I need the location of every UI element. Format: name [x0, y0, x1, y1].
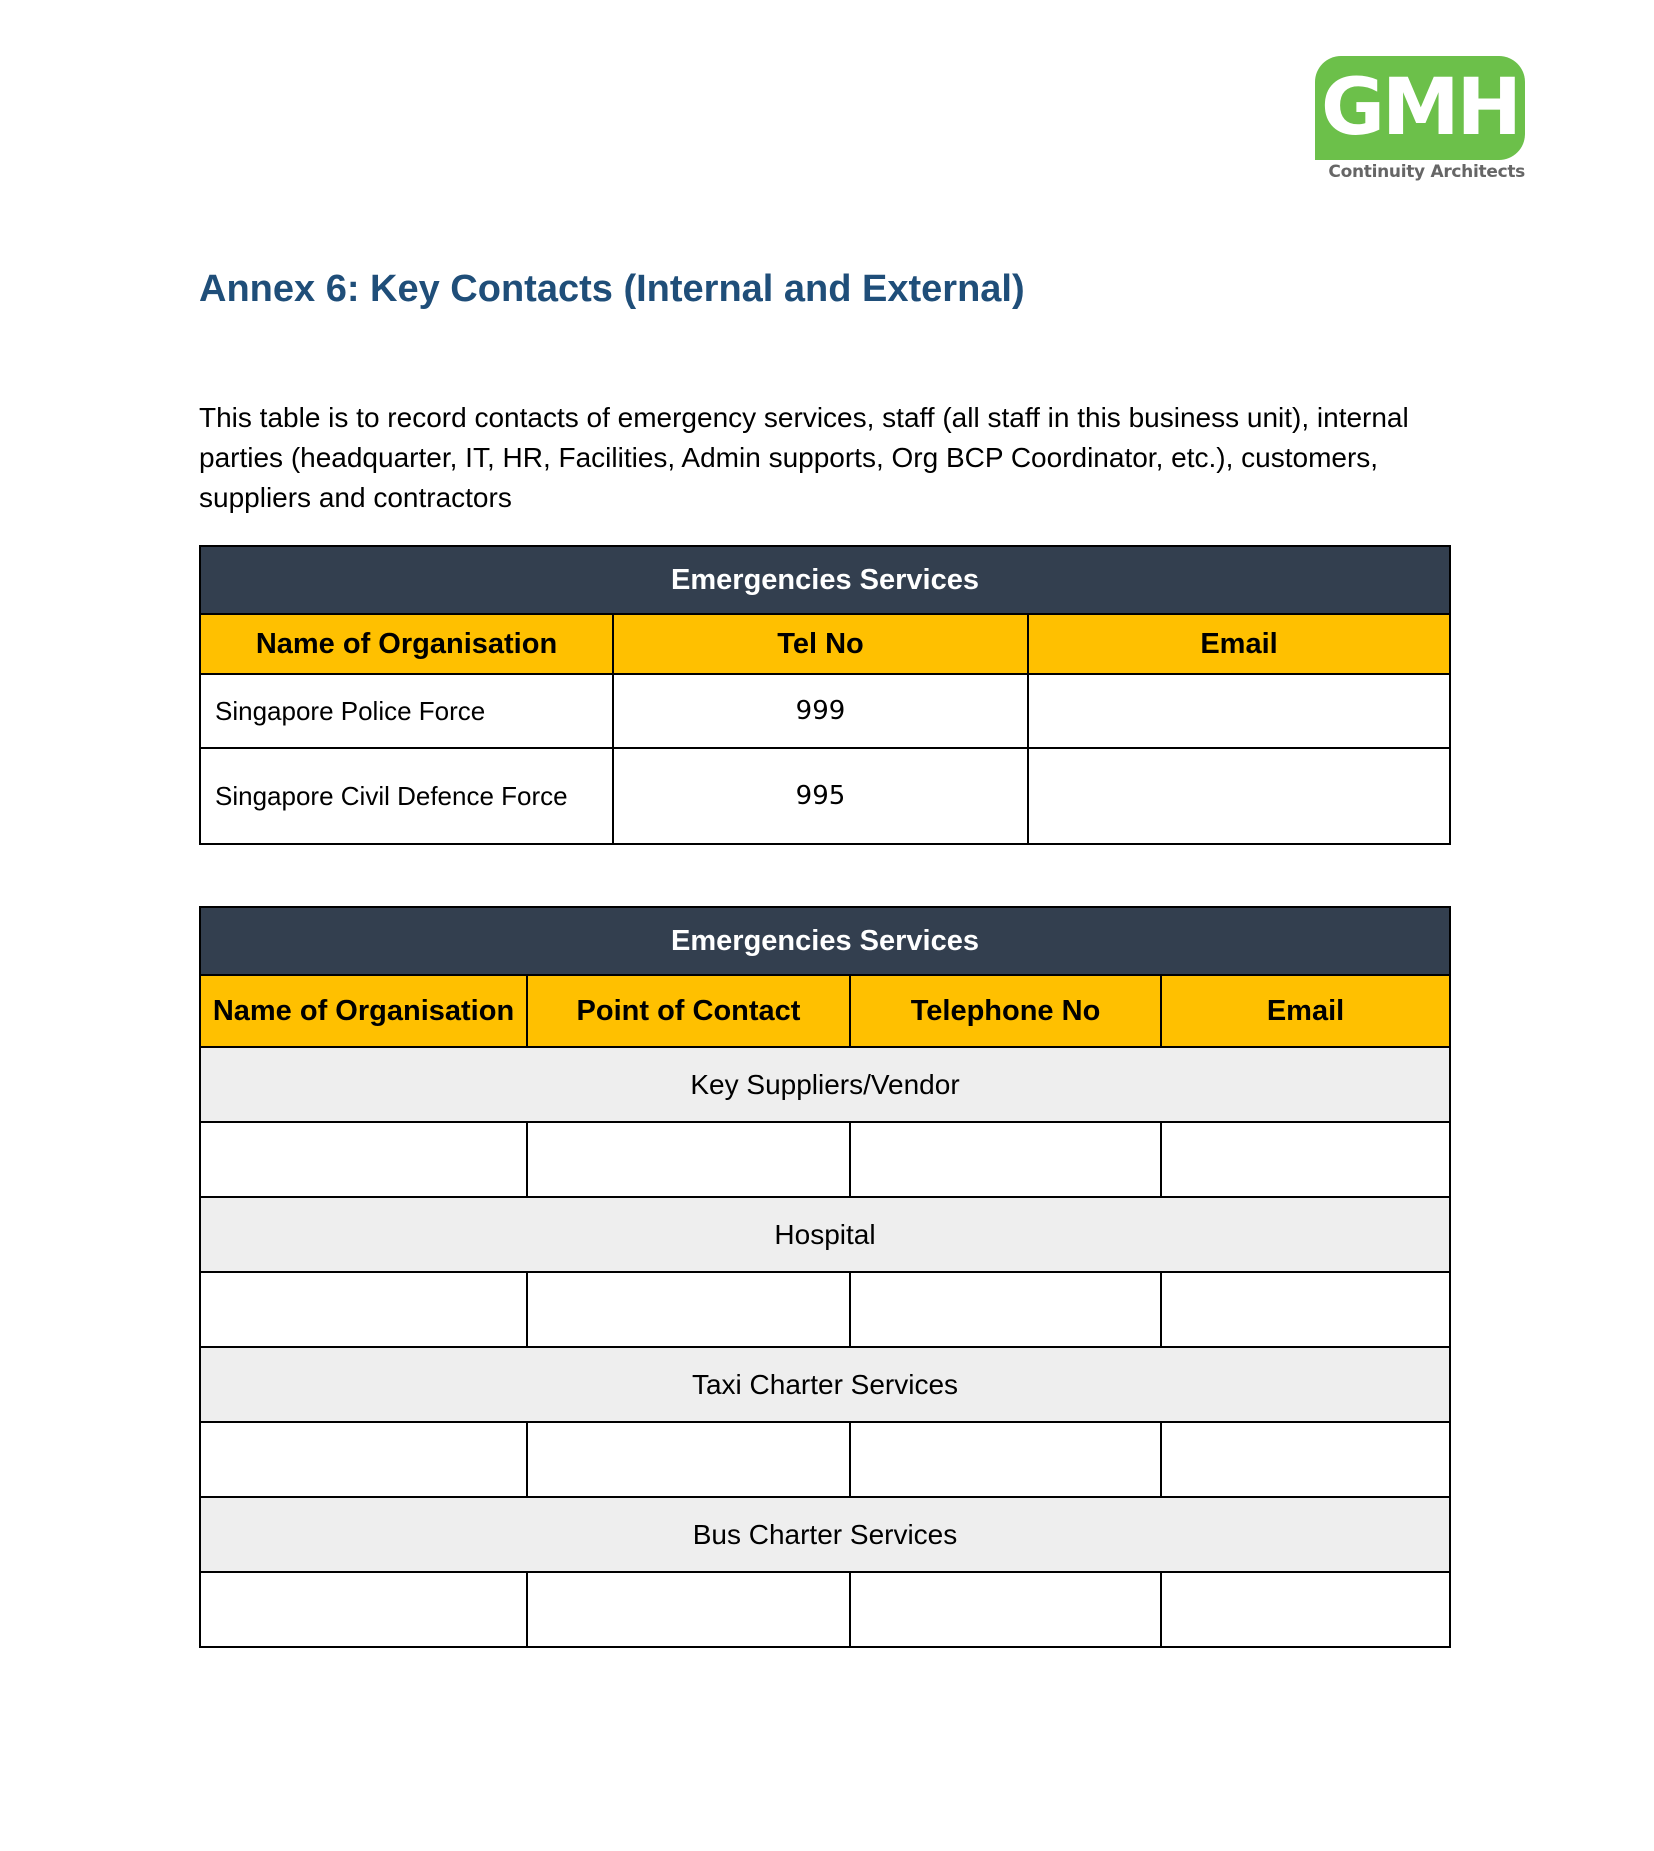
page-title: Annex 6: Key Contacts (Internal and External)	[199, 268, 1025, 310]
organisation-cell[interactable]: Singapore Police Force	[200, 674, 613, 748]
telephone-cell[interactable]	[850, 1272, 1161, 1347]
tel-cell[interactable]: 999	[613, 674, 1028, 748]
table-banner: Emergencies Services	[200, 907, 1450, 975]
logo-tagline: Continuity Architects	[1328, 162, 1525, 182]
point-of-contact-cell[interactable]	[527, 1572, 850, 1647]
table-row	[200, 1422, 1450, 1497]
header-telephone-no: Telephone No	[850, 975, 1161, 1047]
email-cell[interactable]	[1028, 674, 1450, 748]
point-of-contact-cell[interactable]	[527, 1122, 850, 1197]
section-key-suppliers: Key Suppliers/Vendor	[200, 1047, 1450, 1122]
email-cell[interactable]	[1161, 1272, 1450, 1347]
email-cell[interactable]	[1161, 1422, 1450, 1497]
table-row	[200, 748, 1450, 844]
header-email: Email	[1161, 975, 1450, 1047]
header-point-of-contact: Point of Contact	[527, 975, 850, 1047]
email-cell[interactable]	[1161, 1572, 1450, 1647]
header-organisation: Name of Organisation	[200, 975, 527, 1047]
organisation-cell[interactable]	[200, 1572, 527, 1647]
point-of-contact-cell[interactable]	[527, 1272, 850, 1347]
telephone-cell[interactable]	[850, 1572, 1161, 1647]
key-contacts-table	[199, 906, 1451, 1648]
header-organisation: Name of Organisation	[200, 614, 613, 674]
point-of-contact-cell[interactable]	[527, 1422, 850, 1497]
section-taxi-charter: Taxi Charter Services	[200, 1347, 1450, 1422]
table-row	[200, 1272, 1450, 1347]
table-banner: Emergencies Services	[200, 546, 1450, 614]
section-hospital: Hospital	[200, 1197, 1450, 1272]
organisation-cell[interactable]	[200, 1422, 527, 1497]
email-cell[interactable]	[1028, 748, 1450, 844]
logo-mark: GMH	[1315, 56, 1525, 160]
organisation-cell[interactable]	[200, 1272, 527, 1347]
organisation-cell[interactable]	[200, 1122, 527, 1197]
header-tel-no: Tel No	[613, 614, 1028, 674]
telephone-cell[interactable]	[850, 1422, 1161, 1497]
intro-paragraph: This table is to record contacts of emergency services, staff (all staff in this business unit), internal parties (headquarter, IT, HR, Facilities, Admin supports, Org BCP Coordinator, etc.), customers, suppliers and contractors	[199, 402, 1409, 513]
organisation-cell[interactable]: Singapore Civil Defence Force	[200, 748, 613, 844]
header-email: Email	[1028, 614, 1450, 674]
table-row	[200, 1122, 1450, 1197]
table-row	[200, 1572, 1450, 1647]
section-bus-charter: Bus Charter Services	[200, 1497, 1450, 1572]
emergency-services-table	[199, 545, 1451, 845]
table-row	[200, 674, 1450, 748]
telephone-cell[interactable]	[850, 1122, 1161, 1197]
email-cell[interactable]	[1161, 1122, 1450, 1197]
tel-cell[interactable]: 995	[613, 748, 1028, 844]
gmh-logo	[1315, 56, 1525, 182]
